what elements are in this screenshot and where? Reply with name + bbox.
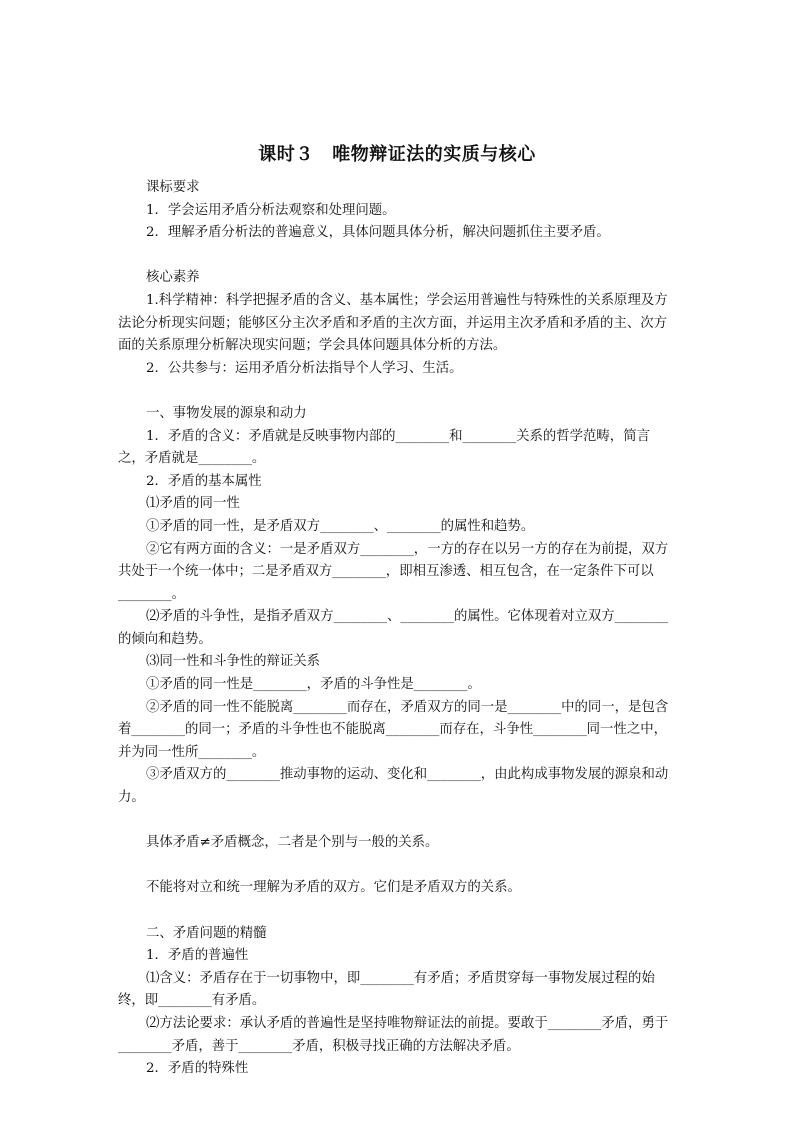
paragraph: ⑵矛盾的斗争性，是指矛盾双方________、________的属性。它体现着对立双方________的倾向和趋势。 <box>118 609 669 647</box>
paragraph: 1．学会运用矛盾分析法观察和处理问题。 <box>146 202 396 218</box>
paragraph: 2．矛盾的基本属性 <box>146 473 262 489</box>
paragraph: ⑶同一性和斗争性的辩证关系 <box>146 654 321 670</box>
paragraph: 2．公共参与：运用矛盾分析法指导个人学习、生活。 <box>146 360 463 376</box>
document-body <box>118 177 676 1081</box>
blank-line <box>118 900 676 923</box>
lesson-title: 课时３ 唯物辩证法的实质与核心 <box>258 144 536 165</box>
section-heading: 二、矛盾问题的精髓 <box>146 925 267 941</box>
blank-line <box>118 810 676 833</box>
blank-line <box>118 855 676 878</box>
paragraph: 核心素养 <box>146 270 200 286</box>
paragraph: 课标要求 <box>146 180 200 195</box>
paragraph: ①矛盾的同一性是________，矛盾的斗争性是________。 <box>146 677 481 693</box>
paragraph: 1．矛盾的普遍性 <box>146 948 249 964</box>
blank-line <box>118 380 676 403</box>
paragraph: ①矛盾的同一性，是矛盾双方________、________的属性和趋势。 <box>146 518 535 534</box>
note: 具体矛盾≠矛盾概念，二者是个别与一般的关系。 <box>146 835 439 851</box>
document-page <box>118 142 676 1081</box>
paragraph: 2．矛盾的特殊性 <box>146 1061 249 1077</box>
paragraph: 1.科学精神：科学把握矛盾的含义、基本属性；学会运用普遍性与特殊性的关系原理及方法论分析现实问题；能够区分主次矛盾和矛盾的主次方面，并运用主次矛盾和矛盾的主、次方面的关系原理分析解决现实问题；学会具体问题具体分析的方法。 <box>118 292 668 354</box>
blank-line <box>118 245 676 268</box>
paragraph: ⑴矛盾的同一性 <box>146 496 240 512</box>
paragraph: ⑴含义：矛盾存在于一切事物中，即________有矛盾；矛盾贯穿每一事物发展过程的始终，即________有矛盾。 <box>118 970 655 1009</box>
paragraph: 2．理解矛盾分析法的普遍意义，具体问题具体分析，解决问题抓住主要矛盾。 <box>146 225 610 241</box>
paragraph: ③矛盾双方的________推动事物的运动、变化和________，由此构成事物发展的源泉和动力。 <box>118 767 669 806</box>
paragraph: ⑵方法论要求：承认矛盾的普遍性是坚持唯物辩证法的前提。要敢于________矛盾，勇于________矛盾，善于________矛盾，积极寻找正确的方法解决矛盾。 <box>118 1015 669 1054</box>
note: 不能将对立和统一理解为矛盾的双方。它们是矛盾双方的关系。 <box>146 880 521 896</box>
paragraph: ②矛盾的同一性不能脱离________而存在，矛盾双方的同一是________中的同一，是包含着________的同一；矛盾的斗争性也不能脱离________而存在，斗争性________同一性之中，并为同一性所________。 <box>118 699 669 760</box>
paragraph: ②它有两方面的含义：一是矛盾双方________，一方的存在以另一方的存在为前提，双方共处于一个统一体中；二是矛盾双方________，即相互渗透、相互包含，在一定条件下可以________。 <box>118 541 669 602</box>
paragraph: 1．矛盾的含义：矛盾就是反映事物内部的________和________关系的哲学范畴，简言之，矛盾就是________。 <box>118 428 650 467</box>
section-heading: 一、事物发展的源泉和动力 <box>146 405 307 421</box>
